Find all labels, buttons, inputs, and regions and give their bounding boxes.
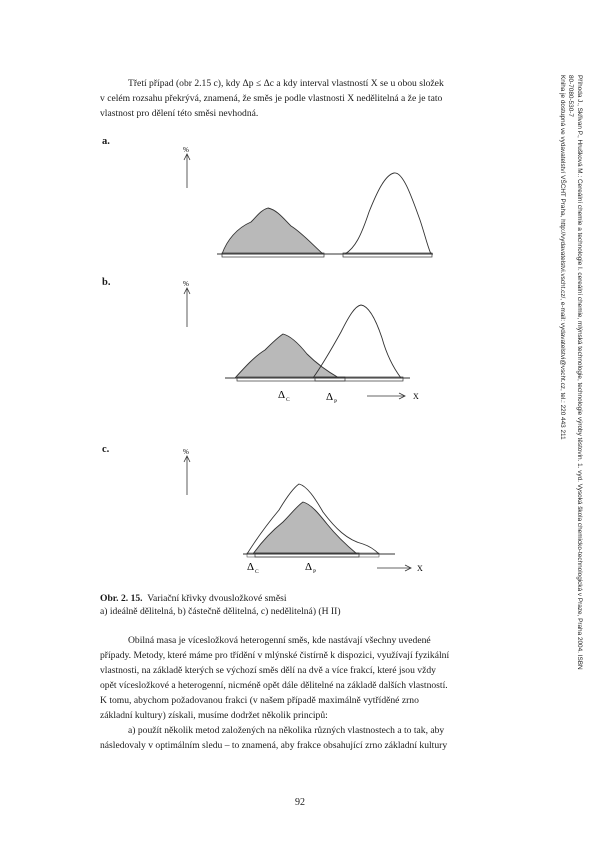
intro-paragraph (100, 76, 515, 121)
y-axis-label: % (183, 280, 189, 288)
body-line: K tomu, abychom požadovanou frakci (v našem případě maximálně vytříděné zrno (100, 695, 419, 706)
citation-line: Kniha je dostupná ve vydavatelství VŠCHT Praha, http://vydavatelstvi.vscht.cz/, e-mail: vydavatelstvi@vscht.cz, tel.: 220 443 211 (558, 75, 566, 440)
intro-line: v celém rozsahu překrývá, znamená, že směs je podle vlastnosti X nedělitelná a že je tato (100, 93, 443, 104)
component-c-curve (253, 502, 357, 554)
figure-caption (100, 592, 341, 618)
intro-line: vlastnost pro dělení této směsi nevhodná. (100, 108, 259, 119)
intro-line: Třetí případ (obr 2.15 c), kdy Δp ≤ Δc a kdy interval vlastností X se u obou složek (128, 78, 444, 89)
caption-title: Variační křivky dvousložkové směsi (147, 593, 287, 604)
delta-c-subscript: C (286, 397, 290, 403)
y-axis-label: % (183, 448, 189, 456)
body-line: Obilná masa je vícesložková heterogenní směs, kde nastávají všechny uvedené (128, 635, 431, 646)
delta-p-subscript: P (334, 399, 338, 405)
delta-c-label: Δ (247, 561, 255, 573)
body-paragraph-2 (100, 723, 515, 753)
figure-b-label: b. (102, 277, 111, 288)
body-line: opět vícesložkové a heterogenní, nicméně opět dále dělitelné na základě dalších vlastností. (100, 680, 448, 691)
page-number: 92 (295, 797, 305, 808)
delta-c-label: Δ (278, 389, 286, 401)
figure-c-label: c. (102, 444, 110, 455)
component-p-curve (313, 305, 401, 378)
caption-line2: a) ideálně dělitelná, b) částečně dělitelná, c) nedělitelná) (H II) (100, 606, 341, 617)
body-line: vlastnosti, na základě kterých se výchozí směs dělí na dvě a více frakcí, které jsou vždy (100, 665, 436, 676)
body-line: případy. Metody, které máme pro třídění v mlýnské čistírně k dispozici, využívají fyzikální (100, 650, 450, 661)
figure-a-chart (165, 140, 435, 265)
delta-p-subscript: P (313, 569, 317, 575)
figure-c-chart (165, 440, 435, 580)
delta-p-label: Δ (326, 391, 334, 403)
body-line: a) použít několik metod založených na několika různých vlastnostech a to tak, aby (128, 725, 445, 736)
figure-b-chart (165, 272, 435, 412)
delta-p-label: Δ (305, 561, 313, 573)
body-line: následovaly v optimálním sledu – to znamená, aby frakce obsahující zrno základní kultury (100, 740, 448, 751)
body-line: základní kultury) získali, musíme dodržet několik principů: (100, 710, 328, 721)
citation-line: Příhoda J., Skřivan P., Hrušková M.: Cereální chemie a technologie I. cereální chemie, mlýnská technologie, technologie výroby těstovin. 1. vyd. Vysoká škola chemicko-technologická v Praze, Praha 2004. ISBN (576, 75, 583, 670)
citation-line: 80-7080-530-7 (567, 75, 575, 117)
side-citation (557, 75, 583, 670)
component-c-curve (222, 208, 323, 254)
figure-a-label: a. (102, 136, 110, 147)
body-paragraph-1 (100, 633, 515, 723)
caption-number: Obr. 2. 15. (100, 593, 143, 604)
delta-c-subscript: C (255, 569, 259, 575)
y-axis-label: % (183, 146, 189, 154)
component-c-curve (235, 334, 339, 378)
x-axis-label: X (413, 392, 419, 401)
x-axis-label: X (417, 564, 423, 573)
component-p-curve (345, 173, 431, 254)
